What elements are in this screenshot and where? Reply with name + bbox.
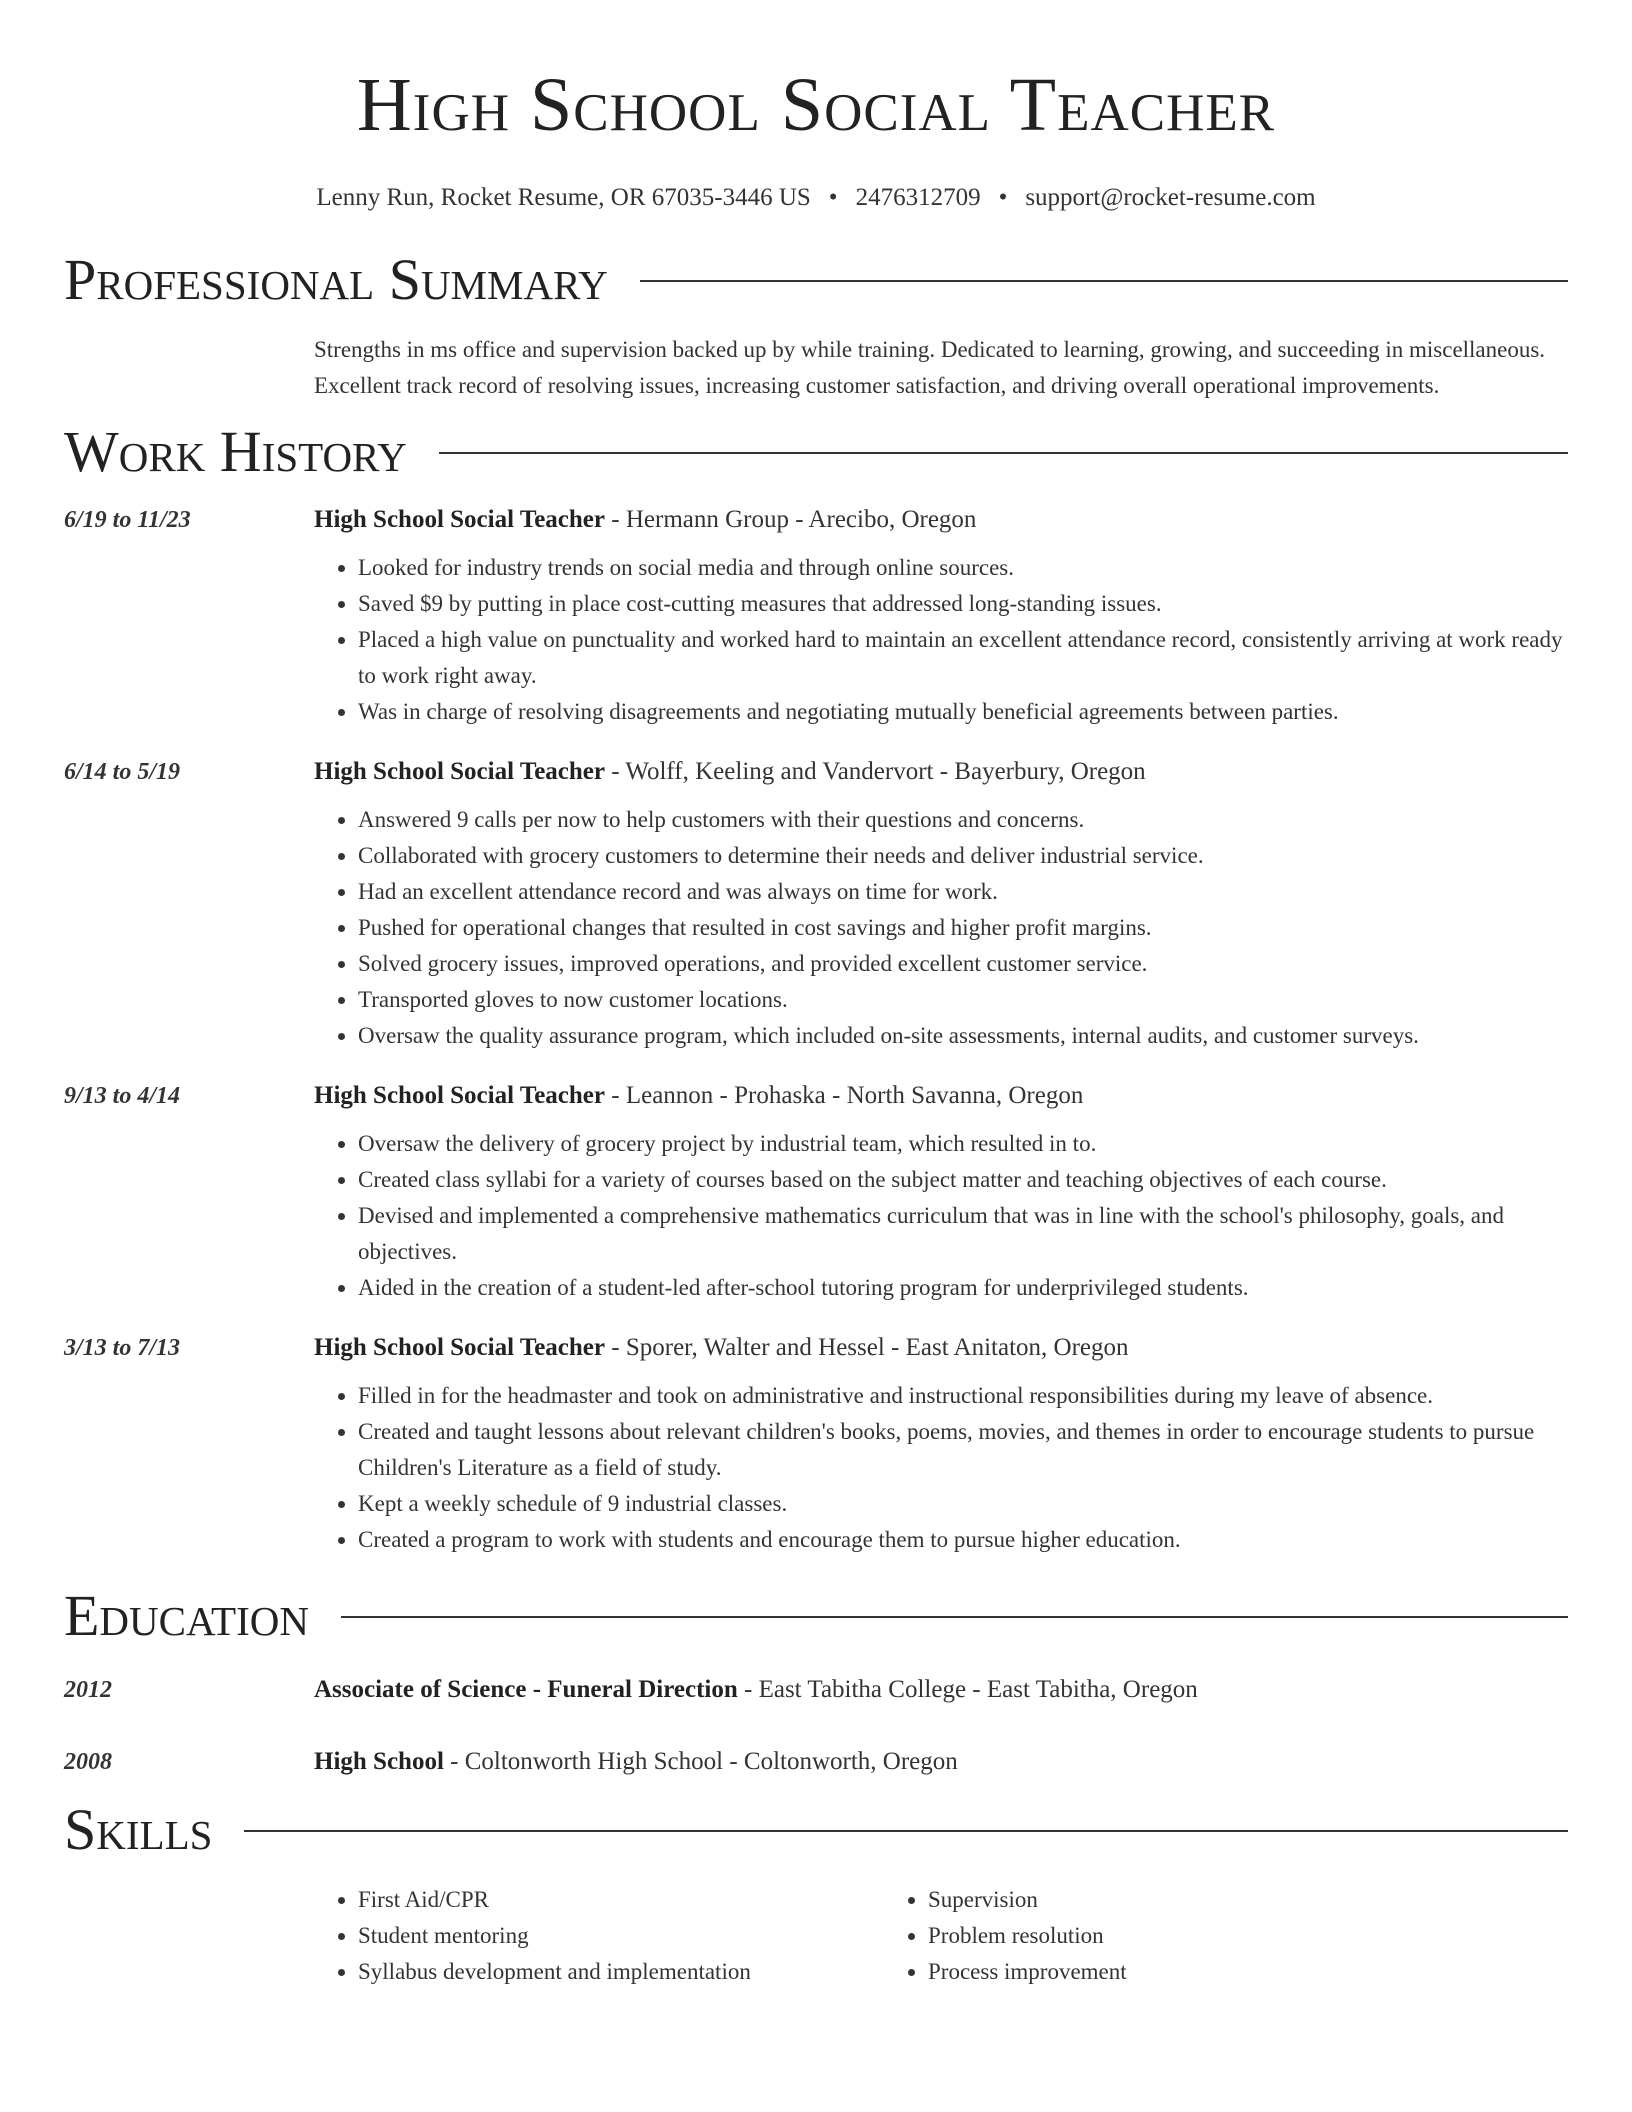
job-bullets: [314, 1378, 1568, 1558]
education-entry: [64, 1674, 1568, 1706]
education-degree: Associate of Science - Funeral Direction: [314, 1676, 738, 1703]
education-heading: Education: [64, 1583, 309, 1648]
job-title: High School Social Teacher: [314, 1334, 606, 1361]
contact-line: [64, 182, 1568, 214]
skill-item: • Student mentoring: [358, 1918, 884, 1954]
skill-item: • First Aid/CPR: [358, 1882, 884, 1918]
job-body: [314, 756, 1568, 1054]
job-bullet: • Transported gloves to now customer locations.: [358, 982, 1568, 1018]
work-heading: Work History: [64, 419, 407, 484]
contact-separator: •: [828, 184, 838, 211]
job-title: High School Social Teacher: [314, 758, 606, 785]
work-section-header: [64, 419, 1568, 484]
education-entry: [64, 1746, 1568, 1778]
job-title-line: [314, 504, 1568, 536]
contact-email: support@rocket-resume.com: [1025, 184, 1316, 211]
job-bullet: • Created a program to work with students and encourage them to pursue higher education.: [358, 1522, 1568, 1558]
job-entry: [64, 504, 1568, 730]
job-bullet: • Oversaw the quality assurance program, which included on-site assessments, internal audits, and customer surveys.: [358, 1018, 1568, 1054]
job-bullet: • Collaborated with grocery customers to determine their needs and deliver industrial service.: [358, 838, 1568, 874]
education-degree: High School: [314, 1748, 444, 1775]
job-dates: 9/13 to 4/14: [64, 1083, 181, 1109]
education-line: [314, 1674, 1198, 1706]
work-history-list: [64, 504, 1568, 1558]
job-bullet: • Devised and implemented a comprehensive mathematics curriculum that was in line with the school's philosophy, goals, and objectives.: [358, 1198, 1568, 1270]
job-bullet: • Saved $9 by putting in place cost-cutting measures that addressed long-standing issues.: [358, 586, 1568, 622]
job-bullet: • Answered 9 calls per now to help customers with their questions and concerns.: [358, 802, 1568, 838]
job-title-line: [314, 1080, 1568, 1112]
job-bullets: [314, 802, 1568, 1054]
education-year: 2012: [64, 1677, 112, 1703]
job-bullet: • Kept a weekly schedule of 9 industrial classes.: [358, 1486, 1568, 1522]
job-title-line: [314, 756, 1568, 788]
skills-list: [314, 1882, 1568, 1990]
job-employer: - Sporer, Walter and Hessel - East Anitaton, Oregon: [605, 1334, 1129, 1361]
job-bullet: • Was in charge of resolving disagreements and negotiating mutually beneficial agreements between parties.: [358, 694, 1568, 730]
job-entry: [64, 1332, 1568, 1558]
job-body: [314, 504, 1568, 730]
education-school: - East Tabitha College - East Tabitha, Oregon: [737, 1676, 1198, 1703]
job-dates: 3/13 to 7/13: [64, 1335, 181, 1361]
job-bullet: • Created class syllabi for a variety of courses based on the subject matter and teaching objectives of each course.: [358, 1162, 1568, 1198]
job-bullet: • Looked for industry trends on social media and through online sources.: [358, 550, 1568, 586]
skills-column-left: [314, 1882, 884, 1990]
resume-name: High School Social Teacher: [356, 63, 1276, 147]
job-bullet: • Pushed for operational changes that resulted in cost savings and higher profit margins.: [358, 910, 1568, 946]
job-body: [314, 1080, 1568, 1306]
job-employer: - Hermann Group - Arecibo, Oregon: [605, 506, 977, 533]
contact-address: Lenny Run, Rocket Resume, OR 67035-3446 US: [316, 184, 811, 211]
job-bullets: [314, 1126, 1568, 1306]
contact-separator: •: [998, 184, 1008, 211]
skill-item: • Supervision: [928, 1882, 1454, 1918]
job-bullet: • Filled in for the headmaster and took on administrative and instructional responsibilities during my leave of absence.: [358, 1378, 1568, 1414]
job-bullets: [314, 550, 1568, 730]
job-dates: 6/14 to 5/19: [64, 759, 181, 785]
job-employer: - Wolff, Keeling and Vandervort - Bayerbury, Oregon: [605, 758, 1146, 785]
job-title: High School Social Teacher: [314, 1082, 606, 1109]
education-school: - Coltonworth High School - Coltonworth, Oregon: [443, 1748, 958, 1775]
job-entry: [64, 1080, 1568, 1306]
job-body: [314, 1332, 1568, 1558]
contact-phone: 2476312709: [855, 184, 981, 211]
skill-item: • Process improvement: [928, 1954, 1454, 1990]
section-divider: [439, 452, 1568, 454]
education-section-header: [64, 1583, 1568, 1648]
job-dates: 6/19 to 11/23: [64, 507, 191, 533]
education-line: [314, 1746, 958, 1778]
job-bullet: • Oversaw the delivery of grocery project by industrial team, which resulted in to.: [358, 1126, 1568, 1162]
job-bullet: • Placed a high value on punctuality and worked hard to maintain an excellent attendance record, consistently arriving at work ready to work right away.: [358, 622, 1568, 694]
skills-column-right: [884, 1882, 1454, 1990]
section-divider: [341, 1616, 1568, 1618]
job-title-line: [314, 1332, 1568, 1364]
job-bullet: • Solved grocery issues, improved operations, and provided excellent customer service.: [358, 946, 1568, 982]
job-bullet: • Had an excellent attendance record and was always on time for work.: [358, 874, 1568, 910]
job-bullet: • Aided in the creation of a student-led after-school tutoring program for underprivileged students.: [358, 1270, 1568, 1306]
skills-heading: Skills: [64, 1797, 213, 1862]
skill-item: • Problem resolution: [928, 1918, 1454, 1954]
job-entry: [64, 756, 1568, 1054]
job-employer: - Leannon - Prohaska - North Savanna, Oregon: [605, 1082, 1084, 1109]
job-bullet: • Created and taught lessons about relevant children's books, poems, movies, and themes in order to encourage students to pursue Children's Literature as a field of study.: [358, 1414, 1568, 1486]
education-year: 2008: [64, 1749, 112, 1775]
job-title: High School Social Teacher: [314, 506, 606, 533]
summary-text: Strengths in ms office and supervision backed up by while training. Dedicated to learning, growing, and succeeding in miscellaneous. Excellent track record of resolving issues, increasing customer satisfaction, and driving overall operational improvements.: [314, 337, 1546, 398]
summary-section-header: [64, 247, 1568, 312]
section-divider: [244, 1830, 1568, 1832]
section-divider: [640, 280, 1568, 282]
skills-section-header: [64, 1797, 1568, 1862]
skill-item: • Syllabus development and implementation: [358, 1954, 884, 1990]
summary-heading: Professional Summary: [64, 247, 608, 312]
